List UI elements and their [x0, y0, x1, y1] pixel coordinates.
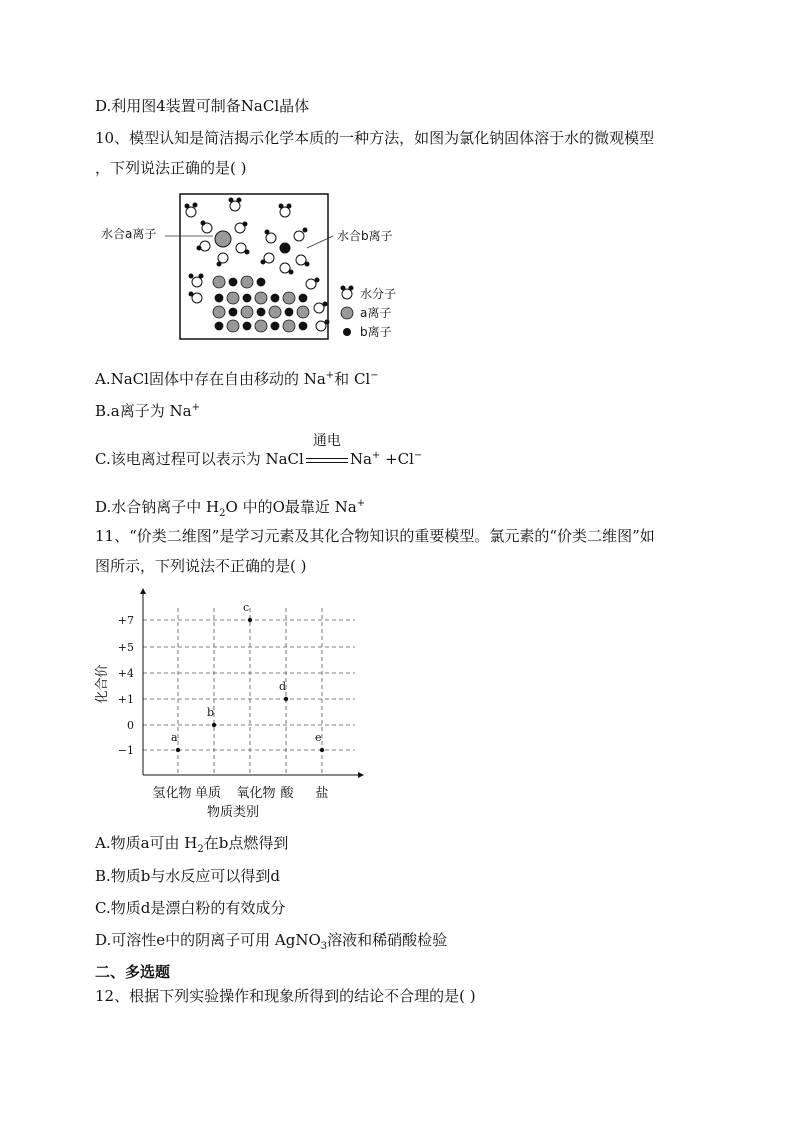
q10-option-a: A.NaCl固体中存在自由移动的 Na+和 Cl− [95, 370, 379, 388]
data-label-d: d [279, 680, 287, 693]
data-point-a [176, 748, 180, 752]
q10-option-d: D.水合钠离子中 $H_2O$ 中的O最靠近 Na+ [95, 498, 366, 519]
data-label-e: e [315, 731, 322, 744]
legend-a-ion-icon [341, 307, 353, 319]
y-tick-labels [118, 614, 134, 757]
x-tick-label: 盐 [315, 786, 329, 801]
data-point-d [284, 697, 288, 701]
legend-b-ion-label: b离子 [360, 325, 392, 339]
x-axis-arrow [358, 772, 364, 778]
q10-stem-line2: ，下列说法正确的是( ) [95, 159, 247, 177]
q11-stem-line1: 11、“价类二维图”是学习元素及其化合物知识的重要模型。氯元素的“价类二维图”如 [95, 527, 655, 545]
legend-water-label: 水分子 [360, 287, 397, 301]
y-axis-arrow [140, 588, 146, 594]
x-tick-label: 单质 [194, 786, 222, 801]
q10-option-b: B.a离子为 Na+ [95, 402, 200, 420]
y-tick-label: +4 [117, 667, 134, 680]
x-tick-label: 氧化物 [236, 786, 276, 801]
data-point-b [212, 723, 216, 727]
y-tick-label: +5 [117, 641, 134, 654]
q10-option-c: C.该电离过程可以表示为 NaCl 通电 Na+ +Cl− [95, 433, 423, 468]
y-tick-label: 0 [127, 719, 134, 732]
y-axis-label: 化合价 [95, 664, 110, 704]
legend-water-icon [341, 286, 353, 299]
q11-option-a: A.物质a可由 $H_2$在b点燃得到 [95, 834, 289, 855]
figure-legend [341, 286, 396, 339]
q12-stem: 12、根据下列实验操作和现象所得到的结论不合理的是( ) [95, 987, 476, 1005]
label-hydrated-a: 水合a离子 [101, 227, 157, 241]
data-points [171, 601, 324, 752]
x-tick-label: 酸 [280, 786, 294, 801]
data-point-c [248, 618, 252, 622]
nacl-dissolution-figure [95, 190, 425, 345]
q11-option-d: D.可溶性e中的阴离子可用 AgNO$_3$溶液和稀硝酸检验 [95, 931, 448, 952]
data-point-e [320, 748, 324, 752]
label-hydrated-b: 水合b离子 [337, 229, 393, 243]
data-label-b: b [207, 706, 215, 719]
data-label-a: a [171, 731, 178, 744]
legend-b-ion-icon [343, 328, 351, 336]
q11-stem-line2: 图所示，下列说法不正确的是( ) [95, 557, 307, 575]
q11-option-b: B.物质b与水反应可以得到d [95, 867, 280, 885]
x-tick-label: 氢化物 [152, 786, 192, 801]
data-label-c: c [243, 601, 250, 614]
x-axis-label: 物质类别 [206, 805, 260, 820]
y-tick-label: −1 [117, 744, 134, 757]
condition-arrow: 通电 [304, 449, 350, 469]
q9-option-d: D.利用图4装置可制备NaCl晶体 [95, 97, 310, 115]
y-tick-label: +7 [117, 614, 134, 627]
q10-stem-line1: 10、模型认知是简洁揭示化学本质的一种方法，如图为氯化钠固体溶于水的微观模型 [95, 129, 655, 147]
section-heading-multi-choice: 二、多选题 [95, 963, 171, 981]
q11-option-c: C.物质d是漂白粉的有效成分 [95, 899, 286, 917]
x-tick-labels [152, 785, 328, 801]
valence-class-chart [90, 588, 370, 823]
legend-a-ion-label: a离子 [360, 306, 392, 320]
y-tick-label: +1 [117, 693, 134, 706]
